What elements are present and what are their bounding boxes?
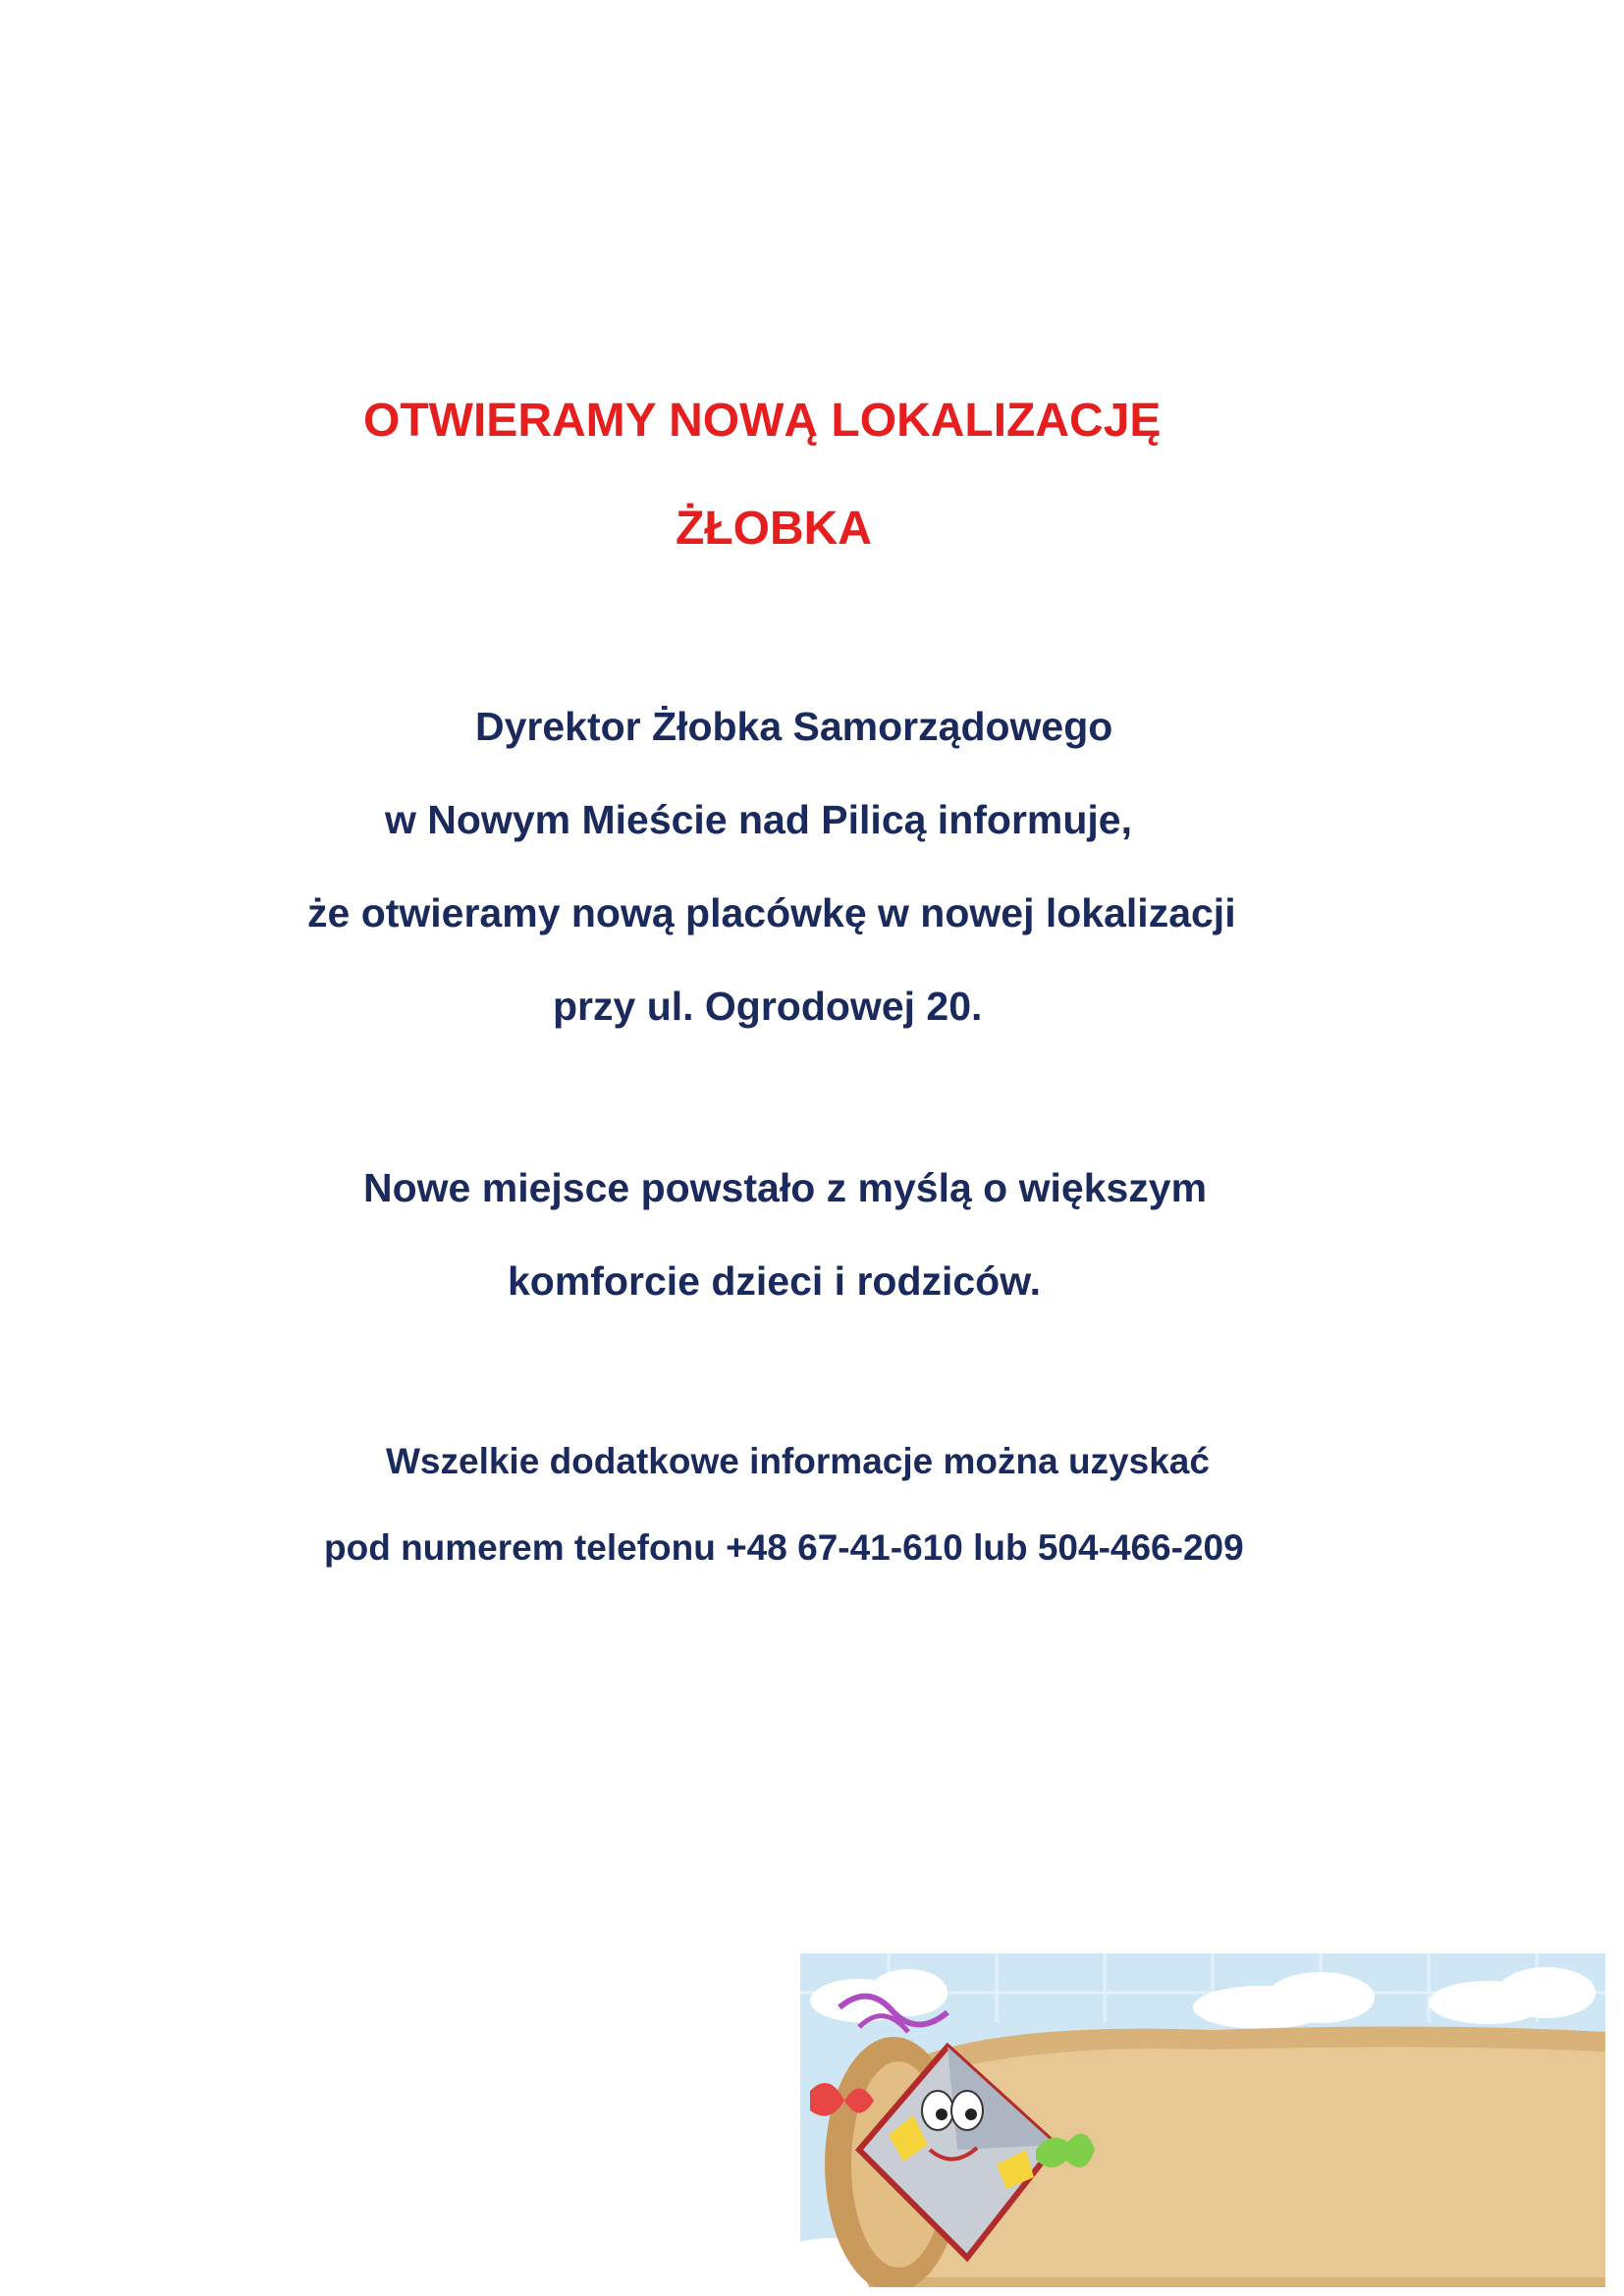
contact-line-2: pod numerem telefonu +48 67-41-610 lub 504-466-209 (324, 1527, 1244, 1568)
heading-line-1: OTWIERAMY NOWĄ LOKALIZACJĘ (363, 395, 1162, 447)
kite-scroll-illustration (800, 1953, 1605, 2287)
contact-line-1: Wszelkie dodatkowe informacje można uzyskać (386, 1441, 1210, 1481)
purpose-line-1: Nowe miejsce powstało z myślą o większym (363, 1165, 1208, 1210)
announcement-line-4: przy ul. Ogrodowej 20. (553, 984, 983, 1029)
announcement-line-2: w Nowym Mieście nad Pilicą informuje, (385, 797, 1132, 842)
purpose-line-2: komforcie dzieci i rodziców. (508, 1258, 1041, 1304)
announcement-line-1: Dyrektor Żłobka Samorządowego (475, 704, 1113, 749)
heading-line-2: ŻŁOBKA (676, 503, 872, 555)
announcement-line-3: że otwieramy nową placówkę w nowej lokalizacji (307, 890, 1236, 935)
kite-scroll-icon (800, 1953, 1605, 2287)
